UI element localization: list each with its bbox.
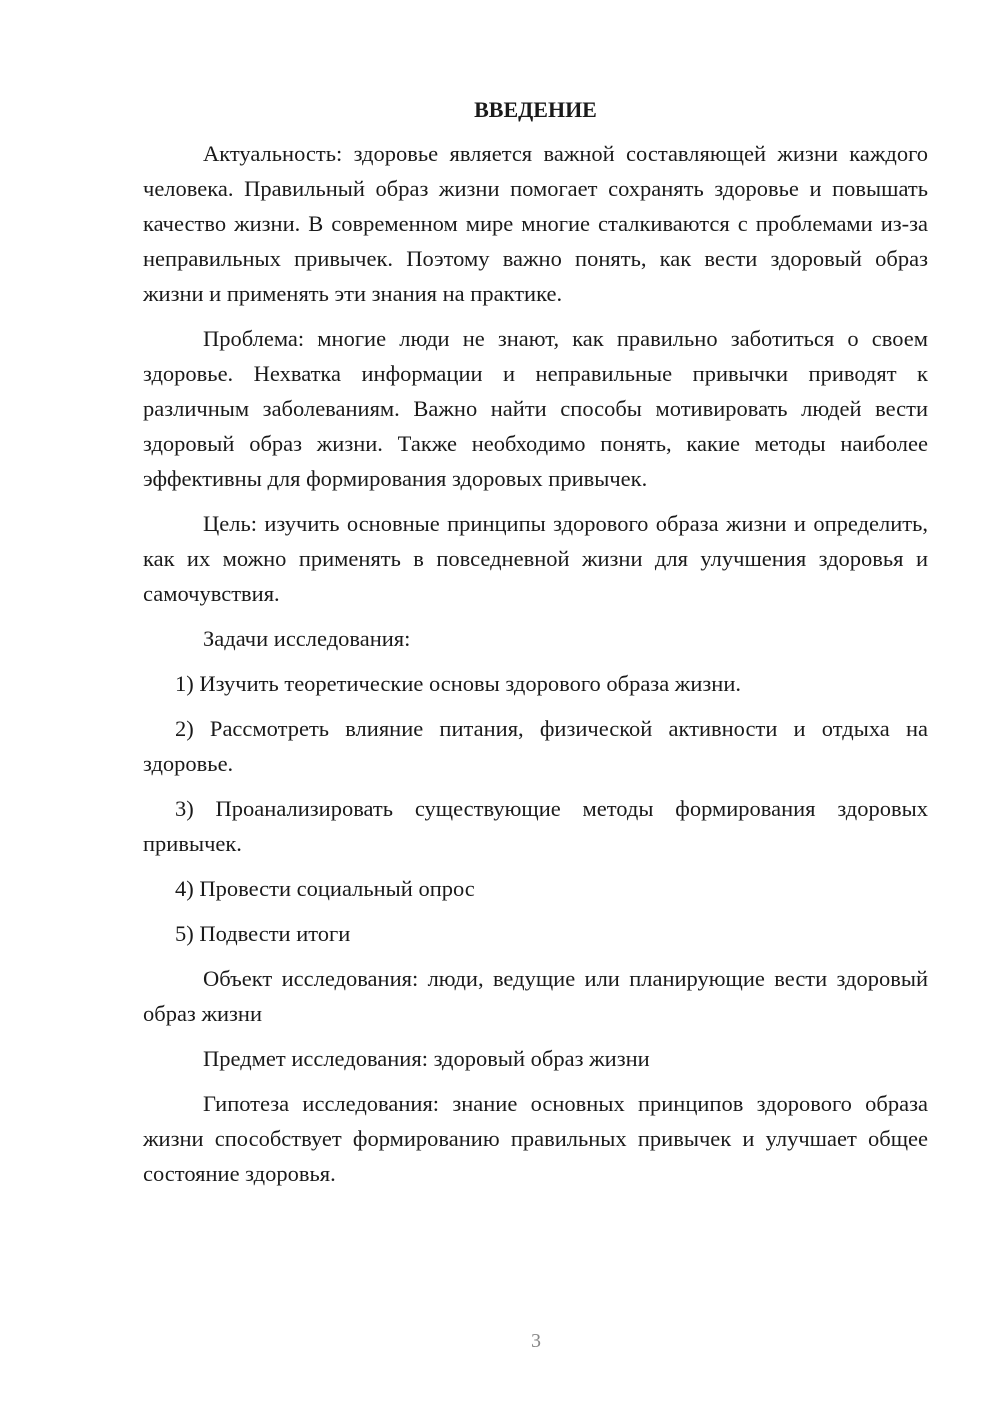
- page-content: [143, 90, 928, 1201]
- section-title: ВВЕДЕНИЕ: [474, 97, 597, 122]
- goal-paragraph: Цель: изучить основные принципы здорового образа жизни и определить, как их можно применять в повседневной жизни для улучшения здоровья и самочувствия.: [143, 511, 928, 606]
- task-item-2: 2) Рассмотреть влияние питания, физической активности и отдыха на здоровье.: [143, 716, 928, 776]
- subject-paragraph: Предмет исследования: здоровый образ жизни: [203, 1046, 650, 1071]
- object-paragraph: Объект исследования: люди, ведущие или планирующие вести здоровый образ жизни: [143, 966, 928, 1026]
- page-number: 3: [531, 1330, 541, 1352]
- hypothesis-paragraph: Гипотеза исследования: знание основных принципов здорового образа жизни способствует формированию правильных привычек и улучшает общее состояние здоровья.: [143, 1091, 928, 1186]
- tasks-heading: Задачи исследования:: [203, 626, 411, 651]
- task-item-3: 3) Проанализировать существующие методы формирования здоровых привычек.: [143, 796, 928, 856]
- task-item-4: 4) Провести социальный опрос: [175, 876, 475, 901]
- problem-paragraph: Проблема: многие люди не знают, как правильно заботиться о своем здоровье. Нехватка информации и неправильные привычки приводят к различным заболеваниям. Важно найти способы мотивировать людей вести здоровый образ жизни. Также необходимо понять, какие методы наиболее эффективны для формирования здоровых привычек.: [143, 326, 928, 491]
- relevance-paragraph: Актуальность: здоровье является важной составляющей жизни каждого человека. Правильный образ жизни помогает сохранять здоровье и повышать качество жизни. В современном мире многие сталкиваются с проблемами из-за неправильных привычек. Поэтому важно понять, как вести здоровый образ жизни и применять эти знания на практике.: [143, 141, 928, 306]
- task-item-1: 1) Изучить теоретические основы здорового образа жизни.: [175, 671, 741, 696]
- task-item-5: 5) Подвести итоги: [175, 921, 351, 946]
